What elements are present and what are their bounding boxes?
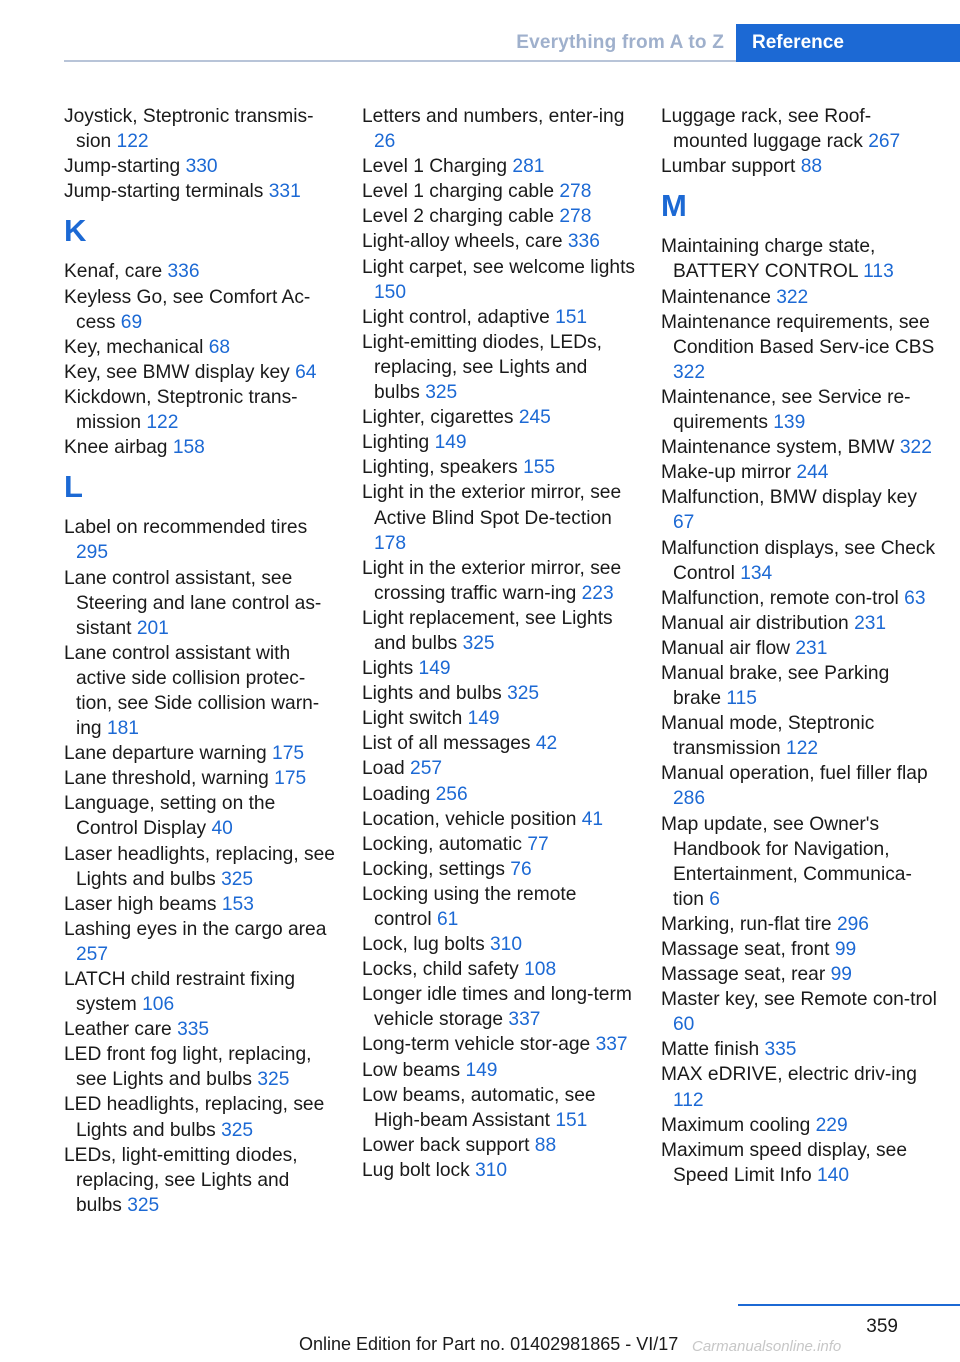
section-letter: K	[64, 213, 87, 249]
index-term: Light carpet, see welcome lights	[362, 256, 636, 278]
page-reference-link[interactable]: 41	[581, 808, 604, 830]
index-term: Leather care	[64, 1019, 172, 1041]
index-term: LEDs, light-emitting diodes, replacing, see Lights and bulbs	[64, 1144, 298, 1216]
index-entry	[362, 229, 638, 254]
index-term: Lighter, cigarettes	[362, 407, 514, 429]
index-entry	[661, 711, 937, 761]
index-entry	[64, 967, 340, 1017]
page-reference-link[interactable]: 325	[507, 683, 540, 705]
index-entry	[362, 832, 638, 857]
index-entry	[362, 104, 638, 154]
page-reference-link[interactable]: 122	[146, 412, 179, 434]
index-term: Locks, child safety	[362, 959, 519, 981]
index-entry	[661, 285, 937, 310]
index-entry	[64, 766, 340, 791]
page-reference-link[interactable]: 336	[167, 261, 200, 283]
page-reference-link[interactable]: 310	[490, 934, 523, 956]
index-term: Light replacement, see Lights and bulbs	[362, 607, 613, 654]
index-term: Lug bolt lock	[362, 1159, 470, 1181]
index-entry	[64, 335, 340, 360]
page-reference-link[interactable]: 6	[709, 888, 720, 910]
index-term: Lane control assistant, see Steering and lane control as-sistant	[64, 567, 322, 639]
page-reference-link[interactable]: 223	[581, 582, 614, 604]
index-entry	[362, 305, 638, 330]
index-entry	[362, 706, 638, 731]
index-entry	[661, 761, 937, 811]
index-term: Maximum cooling	[661, 1114, 811, 1136]
index-entry	[362, 255, 638, 305]
index-term: Location, vehicle position	[362, 808, 577, 830]
index-term: Maximum speed display, see Speed Limit Info	[661, 1139, 907, 1186]
index-entry	[362, 681, 638, 706]
page-reference-link[interactable]: 335	[764, 1039, 797, 1061]
page-reference-link[interactable]: 325	[221, 1119, 254, 1141]
index-entry	[64, 259, 340, 284]
index-entry	[362, 455, 638, 480]
page-reference-link[interactable]: 296	[836, 913, 869, 935]
index-entry	[661, 586, 937, 611]
index-entry	[64, 641, 340, 741]
page-reference-link[interactable]: 229	[815, 1114, 848, 1136]
index-term: Laser headlights, replacing, see Lights and bulbs	[64, 843, 335, 890]
index-term: Malfunction, BMW display key	[661, 487, 917, 509]
index-entry	[362, 405, 638, 430]
index-term: LED headlights, replacing, see Lights and bulbs	[64, 1094, 325, 1141]
page-reference-link[interactable]: 61	[436, 909, 459, 930]
page-reference-link[interactable]: 325	[462, 632, 495, 654]
page-reference-link[interactable]: 330	[185, 156, 218, 178]
page-reference-link[interactable]: 175	[274, 768, 307, 790]
index-entry	[661, 812, 937, 912]
index-entry	[661, 310, 937, 385]
section-letter: M	[661, 188, 687, 224]
index-entry	[64, 741, 340, 766]
index-term: Kenaf, care	[64, 261, 163, 283]
page-reference-link[interactable]: 325	[127, 1194, 160, 1216]
index-term: Long-term vehicle stor-age	[362, 1034, 591, 1056]
page-reference-link[interactable]: 88	[800, 156, 823, 178]
index-term: Loading	[362, 783, 431, 805]
index-entry	[64, 917, 340, 967]
page-reference-link[interactable]: 325	[257, 1069, 290, 1091]
index-term: Lumbar support	[661, 156, 796, 178]
index-term: Low beams, automatic, see High-beam Assistant	[362, 1084, 596, 1131]
index-entry	[362, 1158, 638, 1183]
page-reference-link[interactable]: 181	[106, 718, 139, 740]
page-reference-link[interactable]: 256	[435, 783, 468, 805]
page-reference-link[interactable]: 112	[673, 1089, 704, 1111]
index-entry	[362, 731, 638, 756]
index-entry	[362, 857, 638, 882]
index-term: Joystick, Steptronic transmis-sion	[64, 106, 314, 153]
index-term: Manual brake, see Parking brake	[661, 662, 890, 710]
index-term: Lights and bulbs	[362, 683, 502, 705]
index-term: Lighting	[362, 432, 430, 454]
page-reference-link[interactable]: 42	[535, 733, 558, 755]
index-term: Manual air flow	[661, 637, 791, 659]
index-term: Level 1 Charging	[362, 156, 508, 178]
page-reference-link[interactable]: 295	[76, 542, 109, 564]
index-term: Lashing eyes in the cargo area	[64, 918, 327, 940]
section-letter: L	[64, 469, 83, 505]
index-entry	[362, 756, 638, 781]
index-term: Level 1 charging cable	[362, 181, 555, 203]
index-term: Map update, see Owner's Handbook for Navigation, Entertainment, Communica-tion	[661, 813, 912, 910]
index-term: Lights	[362, 658, 414, 680]
index-entry	[362, 330, 638, 405]
index-term: Light-emitting diodes, LEDs, replacing, see Lights and bulbs	[362, 331, 602, 404]
index-term: Locking, settings	[362, 858, 505, 880]
index-term: Level 2 charging cable	[362, 206, 555, 228]
index-entry	[362, 154, 638, 179]
page-header	[0, 24, 960, 62]
index-term: Letters and numbers, enter-ing	[362, 106, 625, 127]
index-entry	[661, 1037, 937, 1062]
index-term: Malfunction, remote con-trol	[661, 587, 899, 609]
index-entry	[661, 536, 937, 586]
index-entry	[661, 962, 937, 987]
index-entry	[64, 515, 340, 565]
index-entry	[661, 636, 937, 661]
index-term: Maintenance, see Service re-quirements	[661, 386, 911, 434]
page-reference-link[interactable]: 106	[142, 994, 175, 1016]
page-reference-link[interactable]: 115	[726, 688, 757, 710]
page-reference-link[interactable]: 63	[904, 587, 926, 609]
index-entry	[661, 104, 937, 154]
index-term: Light control, adaptive	[362, 306, 550, 328]
index-term: Maintenance system, BMW	[661, 437, 895, 459]
page-reference-link[interactable]: 40	[211, 818, 233, 840]
page-reference-link[interactable]: 322	[776, 286, 809, 308]
page-reference-link[interactable]: 231	[854, 612, 887, 634]
index-term: Light-alloy wheels, care	[362, 231, 563, 253]
page-reference-link[interactable]: 325	[425, 382, 458, 404]
edition-note: Online Edition for Part no. 01402981865 - VI/17	[299, 1334, 679, 1354]
page-reference-link[interactable]: 322	[673, 361, 706, 383]
page-reference-link[interactable]: 151	[555, 1109, 588, 1131]
footer-rule	[738, 1304, 960, 1306]
index-entry	[64, 566, 340, 641]
index-term: Longer idle times and long-term vehicle storage	[362, 984, 632, 1031]
index-entry	[64, 1042, 340, 1092]
index-term: Lane departure warning	[64, 743, 267, 765]
index-term: Lane control assistant with active side collision protec-tion, see Side collision warn-ing	[64, 642, 320, 740]
page-reference-link[interactable]: 122	[116, 131, 149, 153]
index-column-3	[661, 104, 937, 1188]
index-entry	[64, 179, 340, 204]
page-reference-link[interactable]: 178	[374, 532, 407, 554]
page-reference-link[interactable]: 286	[673, 788, 706, 810]
index-term: Label on recommended tires	[64, 517, 308, 539]
index-entry	[64, 1143, 340, 1218]
page-reference-link[interactable]: 149	[467, 708, 500, 730]
index-entry	[64, 104, 340, 154]
page-reference-link[interactable]: 257	[76, 943, 109, 965]
page-reference-link[interactable]: 231	[795, 637, 828, 659]
index-entry	[64, 1092, 340, 1142]
page-reference-link[interactable]: 267	[868, 131, 901, 153]
page-reference-link[interactable]: 140	[817, 1164, 850, 1186]
index-entry	[362, 882, 638, 932]
index-term: Language, setting on the Control Display	[64, 793, 276, 840]
index-term: Maintenance	[661, 286, 771, 308]
page-reference-link[interactable]: 88	[534, 1134, 557, 1156]
index-entry	[64, 1017, 340, 1042]
page-reference-link[interactable]: 244	[796, 462, 829, 484]
index-term: Manual operation, fuel filler flap	[661, 763, 928, 785]
index-entry	[362, 656, 638, 681]
index-term: Laser high beams	[64, 893, 217, 915]
index-term: Locking, automatic	[362, 833, 522, 855]
index-term: Make-up mirror	[661, 462, 792, 484]
page-reference-link[interactable]: 134	[740, 562, 773, 584]
index-term: Manual air distribution	[661, 612, 849, 634]
page-reference-link[interactable]: 68	[208, 336, 231, 358]
index-term: Lane threshold, warning	[64, 768, 269, 790]
index-entry	[362, 807, 638, 832]
page-reference-link[interactable]: 337	[595, 1034, 628, 1056]
index-entry	[64, 892, 340, 917]
page-reference-link[interactable]: 325	[221, 868, 254, 890]
index-entry	[661, 460, 937, 485]
page-number: 359	[866, 1316, 898, 1337]
index-term: Marking, run-flat tire	[661, 913, 832, 935]
page-reference-link[interactable]: 335	[177, 1019, 210, 1041]
page-reference-link[interactable]: 151	[555, 306, 588, 328]
page-reference-link[interactable]: 113	[863, 261, 894, 283]
index-term: Keyless Go, see Comfort Ac-cess	[64, 286, 311, 333]
index-term: Master key, see Remote con-trol	[661, 989, 937, 1011]
page-reference-link[interactable]: 257	[410, 758, 443, 780]
index-entry	[362, 430, 638, 455]
page-reference-link[interactable]: 149	[418, 658, 451, 680]
index-entry	[64, 285, 340, 335]
reference-tab: Reference	[736, 24, 960, 62]
index-entry	[362, 1133, 638, 1158]
page-reference-link[interactable]: 245	[518, 407, 551, 429]
page-reference-link[interactable]: 153	[221, 893, 254, 915]
page-reference-link[interactable]: 337	[508, 1009, 541, 1031]
index-entry	[661, 435, 937, 460]
page-reference-link[interactable]: 278	[559, 181, 592, 203]
index-entry	[64, 154, 340, 179]
index-term: Matte finish	[661, 1039, 760, 1061]
index-entry	[661, 937, 937, 962]
page-reference-link[interactable]: 336	[567, 231, 600, 253]
index-entry	[362, 480, 638, 555]
index-term: Lock, lug bolts	[362, 934, 485, 956]
index-entry	[362, 957, 638, 982]
index-term: Lower back support	[362, 1134, 530, 1156]
page-reference-link[interactable]: 281	[512, 156, 545, 178]
index-term: LATCH child restraint fixing system	[64, 969, 296, 1016]
index-term: Malfunction displays, see Check Control	[661, 537, 936, 584]
index-term: LED front fog light, replacing, see Lights and bulbs	[64, 1044, 312, 1091]
index-term: Light in the exterior mirror, see Active Blind Spot De-tection	[362, 482, 622, 529]
page-reference-link[interactable]: 60	[673, 1014, 695, 1036]
index-term: Low beams	[362, 1059, 461, 1081]
index-column-1	[64, 104, 340, 1218]
index-entry	[362, 556, 638, 606]
index-entry	[362, 982, 638, 1032]
page-reference-link[interactable]: 310	[475, 1159, 508, 1181]
index-entry	[362, 932, 638, 957]
index-entry	[661, 661, 937, 711]
index-entry	[661, 154, 937, 179]
page-reference-link[interactable]: 201	[136, 617, 169, 639]
index-entry	[362, 179, 638, 204]
page-reference-link[interactable]: 99	[830, 964, 852, 986]
page-reference-link[interactable]: 278	[559, 206, 592, 228]
index-entry	[362, 1032, 638, 1057]
page-reference-link[interactable]: 155	[523, 457, 556, 479]
page-reference-link[interactable]: 99	[834, 939, 857, 960]
index-entry	[661, 485, 937, 535]
index-term: Maintenance requirements, see Condition Based Serv-ice CBS	[661, 311, 935, 358]
index-entry	[362, 606, 638, 656]
index-entry	[661, 234, 937, 284]
index-entry	[362, 1058, 638, 1083]
index-entry	[64, 435, 340, 460]
index-term: Lighting, speakers	[362, 457, 518, 479]
index-entry	[661, 987, 937, 1037]
watermark: Carmanualsonline.info	[692, 1338, 842, 1355]
page-reference-link[interactable]: 108	[524, 959, 557, 981]
index-term: Light switch	[362, 708, 463, 730]
index-entry	[362, 782, 638, 807]
page-reference-link[interactable]: 64	[295, 361, 317, 383]
index-term: Jump-starting terminals	[64, 181, 264, 203]
section-title: Everything from A to Z	[516, 32, 724, 53]
index-term: Luggage rack, see Roof-mounted luggage rack	[661, 106, 872, 153]
index-entry	[661, 1113, 937, 1138]
index-entry	[362, 204, 638, 229]
page-reference-link[interactable]: 122	[786, 738, 819, 760]
index-term: Knee airbag	[64, 437, 168, 459]
page-reference-link[interactable]: 67	[673, 512, 695, 534]
page-reference-link[interactable]: 331	[268, 181, 301, 203]
index-entry	[661, 1138, 937, 1188]
page-reference-link[interactable]: 150	[374, 281, 407, 303]
index-term: Load	[362, 758, 405, 780]
page-reference-link[interactable]: 158	[172, 437, 205, 459]
page-reference-link[interactable]: 69	[120, 311, 143, 333]
index-term: Maintaining charge state, BATTERY CONTROL	[661, 236, 876, 283]
index-term: Key, mechanical	[64, 336, 204, 358]
index-entry	[64, 360, 340, 385]
index-entry	[661, 1062, 937, 1112]
page-reference-link[interactable]: 149	[434, 432, 467, 454]
index-entry	[661, 912, 937, 937]
index-term: Key, see BMW display key	[64, 361, 290, 383]
index-term: Locking using the remote control	[362, 883, 577, 930]
index-term: List of all messages	[362, 733, 531, 755]
index-term: Manual mode, Steptronic transmission	[661, 713, 875, 760]
page-reference-link[interactable]: 149	[465, 1059, 498, 1081]
page-reference-link[interactable]: 26	[374, 131, 396, 153]
index-entry	[64, 791, 340, 841]
index-entry	[362, 1083, 638, 1133]
page-reference-link[interactable]: 175	[272, 743, 305, 765]
index-entry	[661, 385, 937, 435]
index-entry	[64, 842, 340, 892]
index-term: MAX eDRIVE, electric driv-ing	[661, 1064, 917, 1086]
index-entry	[64, 385, 340, 435]
page-reference-link[interactable]: 322	[899, 437, 932, 459]
page-reference-link[interactable]: 77	[527, 833, 549, 855]
page-reference-link[interactable]: 139	[773, 412, 806, 434]
index-column-2	[362, 104, 638, 1183]
index-term: Massage seat, rear	[661, 964, 826, 986]
index-term: Kickdown, Steptronic trans-mission	[64, 386, 298, 434]
index-term: Massage seat, front	[661, 939, 830, 960]
index-entry	[661, 611, 937, 636]
index-term: Light in the exterior mirror, see crossing traffic warn-ing	[362, 557, 622, 604]
page-reference-link[interactable]: 76	[510, 858, 532, 880]
index-term: Jump-starting	[64, 156, 181, 178]
